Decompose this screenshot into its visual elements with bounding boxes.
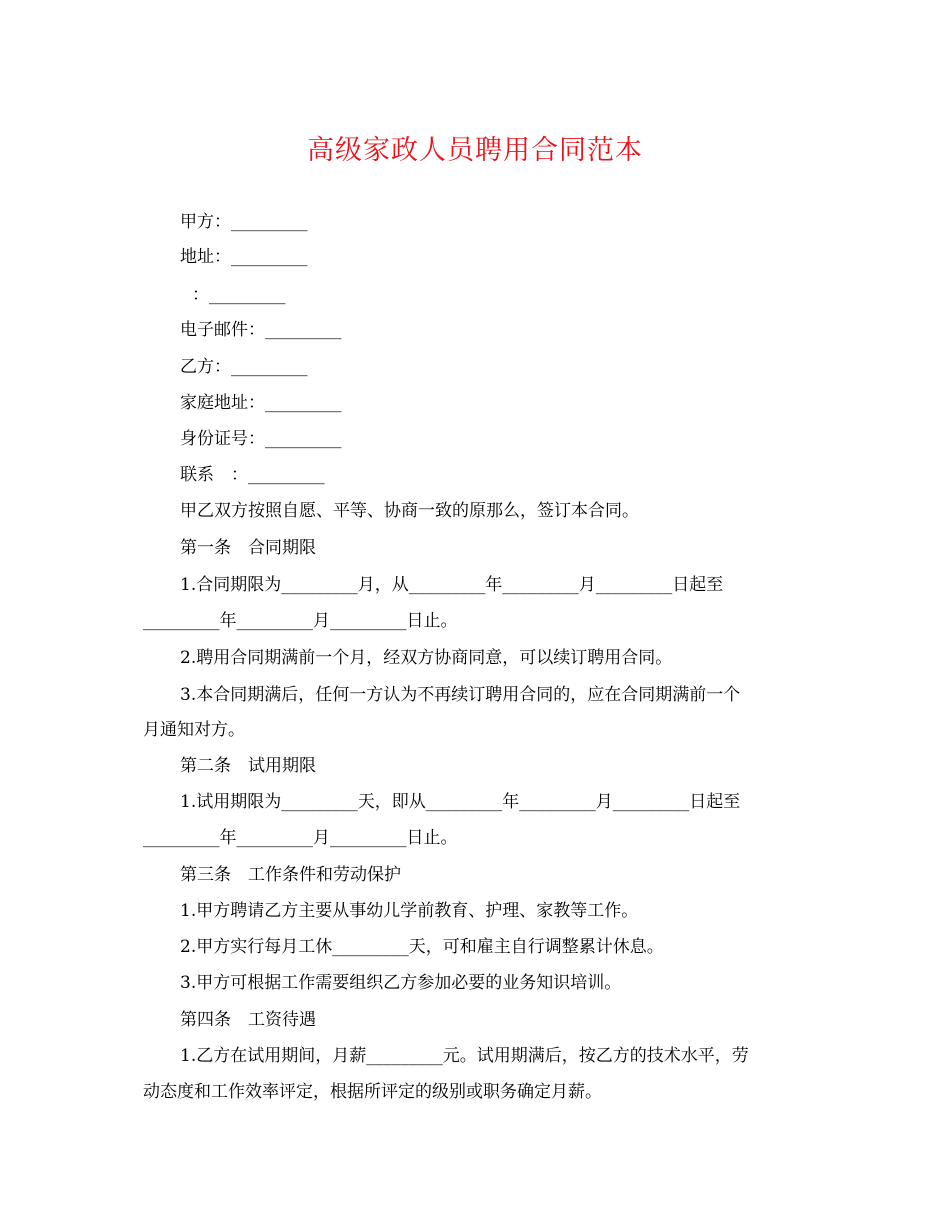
- article-4-heading: 第四条 工资待遇: [180, 1010, 316, 1030]
- article-1-clause-1: 1.合同期限为_________月，从_________年_________月_________日起至: [180, 575, 724, 595]
- document-title: 高级家政人员聘用合同范本: [307, 135, 643, 166]
- article-2-heading: 第二条 试用期限: [180, 756, 316, 776]
- article-3-heading: 第三条 工作条件和劳动保护: [180, 865, 401, 885]
- email-field: 电子邮件：_________: [180, 320, 342, 340]
- article-1-clause-3: 3.本合同期满后，任何一方认为不再续订聘用合同的，应在合同期满前一个: [180, 685, 741, 705]
- article-1-clause-2: 2.聘用合同期满前一个月，经双方协商同意，可以续订聘用合同。: [180, 648, 673, 668]
- id-number-field: 身份证号：_________: [180, 429, 342, 449]
- article-3-clause-2: 2.甲方实行每月工休_________天，可和雇主自行调整累计休息。: [180, 937, 664, 957]
- article-1-clause-3-cont: 月通知对方。: [143, 720, 245, 740]
- article-2-clause-1: 1.试用期限为_________天，即从_________年_________月_________日起至: [180, 792, 741, 812]
- article-3-clause-1: 1.甲方聘请乙方主要从事幼儿学前教育、护理、家教等工作。: [180, 901, 639, 921]
- party-b-field: 乙方：_________: [180, 357, 308, 377]
- article-1-heading: 第一条 合同期限: [180, 538, 316, 558]
- article-2-clause-1-cont: _________年_________月_________日止。: [143, 828, 458, 848]
- phone-field: ：_________: [192, 285, 286, 305]
- article-1-clause-1-cont: _________年_________月_________日止。: [143, 611, 458, 631]
- article-4-clause-1: 1.乙方在试用期间，月薪_________元。试用期满后，按乙方的技术水平，劳: [180, 1046, 749, 1066]
- party-a-field: 甲方：_________: [180, 212, 308, 232]
- address-field: 地址：_________: [180, 247, 308, 267]
- agreement-intro: 甲乙双方按照自愿、平等、协商一致的原那么，签订本合同。: [180, 501, 639, 521]
- article-4-clause-1-cont: 动态度和工作效率评定，根据所评定的级别或职务确定月薪。: [143, 1082, 602, 1102]
- article-3-clause-3: 3.甲方可根据工作需要组织乙方参加必要的业务知识培训。: [180, 973, 622, 993]
- home-address-field: 家庭地址：_________: [180, 393, 342, 413]
- contact-field: 联系 ：_________: [180, 465, 325, 485]
